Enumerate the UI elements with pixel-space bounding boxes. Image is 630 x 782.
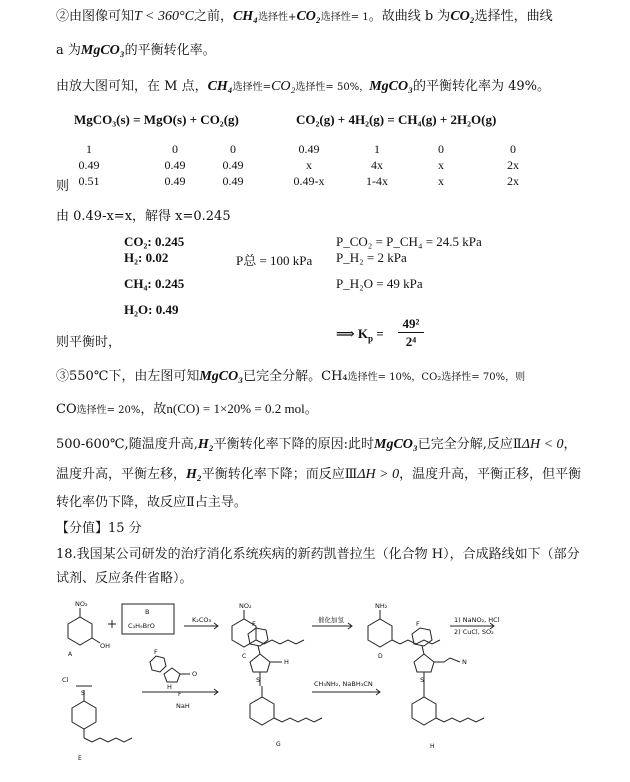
group-no2-c: NO₂ xyxy=(239,602,252,610)
amount-h2: H₂: 0.02 xyxy=(124,250,169,265)
reagent-step-1: 1) NaNO₂, HCl xyxy=(454,616,500,624)
table-cell: 0.49-x xyxy=(293,174,325,188)
kp-denominator: 2⁴ xyxy=(405,334,417,349)
table-cell: 1 xyxy=(374,142,380,156)
table-cell: 2x xyxy=(507,158,519,172)
ring-e xyxy=(72,701,96,729)
table-cell: 0.49 xyxy=(298,142,320,156)
para4-line3: 转化率仍下降，故反应Ⅱ占主导。 xyxy=(56,495,247,510)
table-cell: 0.49 xyxy=(222,158,244,172)
group-s-g: S xyxy=(256,676,261,684)
table-cell: 0 xyxy=(510,142,516,156)
group-n-h: N xyxy=(462,658,467,666)
reagent-b-formula: C₃H₉BrO xyxy=(128,622,155,630)
synthesis-scheme xyxy=(50,596,570,776)
table-cell: 0.49 xyxy=(164,158,186,172)
ring-a xyxy=(68,617,92,645)
para3-line2: CO选择性= 20%，故n(CO) = 1×20% = 0.2 mol。 xyxy=(56,401,318,417)
q18-line1: 18.我国某公司研发的治疗消化系统疾病的新药凯普拉生（化合物 H），合成路线如下（部分 xyxy=(56,547,580,562)
total-pressure: P总 = 100 kPa xyxy=(236,253,313,268)
balance-label: 则平衡时， xyxy=(56,335,122,350)
compound-label-f: F xyxy=(178,691,182,698)
ring-h-pyrrole xyxy=(414,654,434,672)
amount-ch4: CH₄: 0.245 xyxy=(124,276,185,291)
table-cell: x xyxy=(438,174,444,188)
compound-label-h: H xyxy=(430,743,435,750)
para3-line1: ③550℃下，由左图可知MgCO₃已完全分解。CH₄选择性= 10%，CO₂选择性= 70%，则 xyxy=(56,369,526,384)
group-s-h: S xyxy=(420,676,425,684)
compound-label-e: E xyxy=(78,755,82,762)
equation-2: CO₂(g) + 4H₂(g) = CH₄(g) + 2H₂O(g) xyxy=(296,112,497,127)
pressure-h2o: P_H₂O = 49 kPa xyxy=(336,276,423,291)
group-nh2-d: NH₂ xyxy=(375,602,388,610)
group-f-g: F xyxy=(252,620,256,628)
pressure-h2: P_H₂ = 2 kPa xyxy=(336,250,407,265)
compound-label-g: G xyxy=(276,741,281,748)
para2: 由放大图可知，在 M 点，CH₄选择性=CO₂选择性= 50%，MgCO₃的平衡转化率为 49%。 xyxy=(56,79,551,94)
group-h-f: H xyxy=(167,683,172,691)
group-cl-e: Cl xyxy=(62,676,69,684)
compound-label-d: D xyxy=(378,653,383,660)
ring-d xyxy=(368,619,392,647)
ring-f-pyrrole xyxy=(164,668,180,682)
table-cell: 0.49 xyxy=(164,174,186,188)
compound-label-c: C xyxy=(242,653,247,660)
equation-1: MgCO₃(s) = MgO(s) + CO₂(g) xyxy=(74,112,239,127)
group-h-g: H xyxy=(284,658,289,666)
group-s-e: S xyxy=(81,689,86,697)
group-no2-a: NO₂ xyxy=(75,600,88,608)
table-cell: 1-4x xyxy=(366,174,388,188)
solve-line: 由 0.49-x=x，解得 x=0.245 xyxy=(56,209,231,224)
q18-line2: 试剂、反应条件省略）。 xyxy=(56,571,193,586)
table-cell: 0 xyxy=(172,142,178,156)
para1-line2: a 为MgCO₃的平衡转化率。 xyxy=(56,43,216,58)
reagent-reductive-amination: CH₃NH₂, NaBH₃CN xyxy=(314,680,373,688)
table-cell: 0.49 xyxy=(78,158,100,172)
pressure-co2-ch4: P_CO₂ = P_CH₄ = 24.5 kPa xyxy=(336,234,482,249)
reagent-b-label: B xyxy=(145,608,150,616)
table-cell: 0.49 xyxy=(222,174,244,188)
group-oh-a: OH xyxy=(100,642,111,650)
table-cell: 0 xyxy=(438,142,444,156)
amount-co2: CO₂: 0.245 xyxy=(124,234,185,249)
table-cell: 4x xyxy=(371,158,383,172)
amount-h2o: H₂O: 0.49 xyxy=(124,302,179,317)
reagent-catalytic-h2: 催化加氢 xyxy=(318,616,344,624)
para4-line2: 温度升高，平衡左移，H₂平衡转化率下降；而反应ⅢΔH > 0，温度升高，平衡正移，但平衡 xyxy=(56,467,582,482)
table-cell: 0.51 xyxy=(78,174,100,188)
table-cell: x xyxy=(306,158,312,172)
table-row-label: 则 xyxy=(56,179,70,194)
table-cell: 1 xyxy=(86,142,92,156)
group-f-f: F xyxy=(154,648,158,656)
reagent-nah: NaH xyxy=(176,702,190,710)
reagent-step-2: 2) CuCl, SO₂ xyxy=(454,628,494,636)
ring-g-pyrrole xyxy=(250,654,270,672)
kp-numerator: 49² xyxy=(398,316,424,333)
table-cell: 0 xyxy=(230,142,236,156)
para1-line1: ②由图像可知T < 360°C之前，CH₄选择性+CO₂选择性= 1。故曲线 b 为CO₂选择性，曲线 xyxy=(56,9,553,24)
compound-label-a: A xyxy=(68,651,73,658)
para4-line1: 500-600℃,随温度升高,H₂平衡转化率下降的原因:此时MgCO₃已完全分解,反应ⅡΔH < 0， xyxy=(56,437,577,452)
score-line: 【分值】15 分 xyxy=(56,521,142,536)
table-cell: x xyxy=(438,158,444,172)
kp-expression: ⟹ $K_p$ = xyxy=(336,326,384,344)
reagent-k2co3: K₂CO₃ xyxy=(192,616,212,624)
group-o-f: O xyxy=(192,670,198,678)
group-f-h: F xyxy=(416,620,420,628)
table-cell: 2x xyxy=(507,174,519,188)
